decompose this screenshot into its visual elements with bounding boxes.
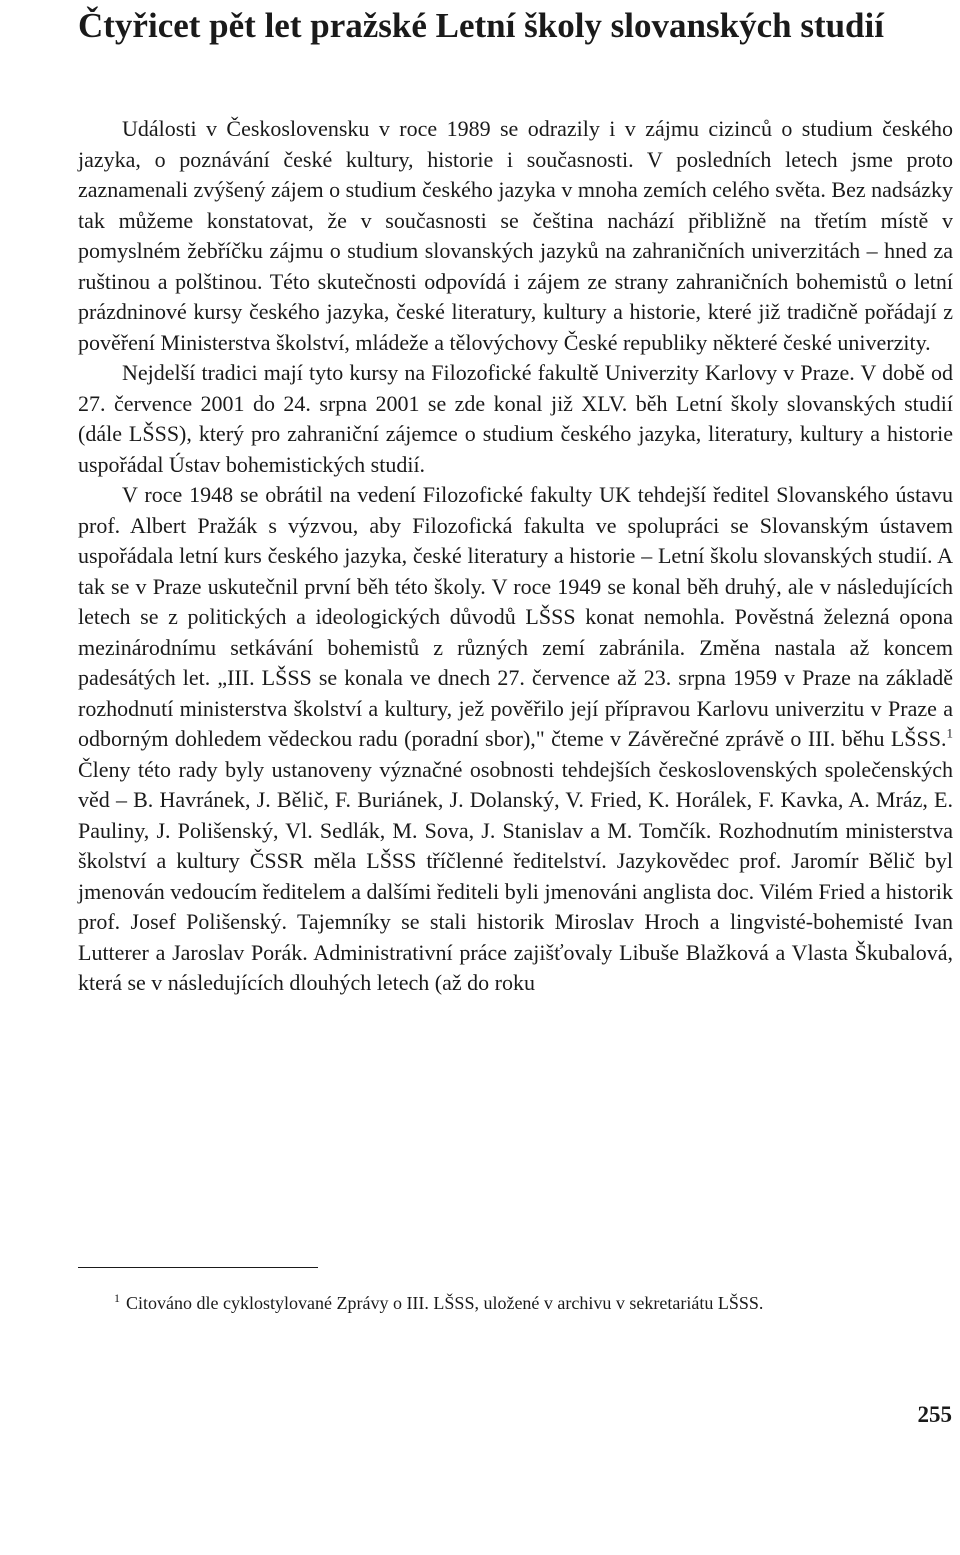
footnote-text: Citováno dle cyklostylované Zprávy o III. LŠSS, uložené v archivu v sekretariátu LŠSS. xyxy=(126,1293,764,1313)
paragraph-3-text-start: V roce 1948 se obrátil na vedení Filozofické fakulty UK tehdejší ředitel Slovanského ústavu prof. Albert Pražák s výzvou, aby Filozofická fakulta ve spolupráci se Slovanským ústavem uspořádala letní kurs českého jazyka, české literatury a historie – Letní školu slovanských studií. A tak se v Praze uskutečnil první běh této školy. V roce 1949 se konal běh druhý, ale v následujících letech se z politických a ideologických důvodů LŠSS konat nemohla. Pověstná železná opona mezinárodnímu setkávání bohemistů z různých zemí zabránila. Změna nastala až koncem padesátých let. „III. LŠSS se konala ve dnech 27. července až 23. srpna 1959 v Praze na základě rozhodnutí ministerstva školství a kultury, jež pověřilo její přípravou Karlovu univerzitu v Praze a odborným dohledem vědeckou radu (poradní sbor)," čteme v Závěrečné zprávě o III. běhu LŠSS. xyxy=(78,482,953,751)
footnote-divider xyxy=(78,1267,318,1268)
paragraph-3-text-end: Členy této rady byly ustanoveny význačné osobnosti tehdejších československých společenských věd – B. Havránek, J. Bělič, F. Buriánek, J. Dolanský, V. Fried, K. Horálek, F. Kavka, A. Mráz, E. Pauliny, J. Polišenský, Vl. Sedlák, M. Sova, J. Stanislav a M. Tomčík. Rozhodnutím ministerstva školství a kultury ČSSR měla LŠSS tříčlenné ředitelství. Jazykovědec prof. Jaromír Bělič byl jmenován vedoucím ředitelem a dalšími řediteli byli jmenováni anglista doc. Vilém Fried a historik prof. Josef Polišenský. Tajemníky se stali historik Miroslav Hroch a lingvisté-bohemisté Ivan Lutterer a Jaroslav Porák. Administrativní práce zajišťovaly Libuše Blažková a Vlasta Škubalová, která se v následujících dlouhých letech (až do roku xyxy=(78,756,953,995)
article-title: Čtyřicet pět let pražské Letní školy slovanských studií xyxy=(78,6,884,45)
page-number: 255 xyxy=(917,1402,952,1427)
article-body xyxy=(78,114,953,999)
paragraph-1: Události v Československu v roce 1989 se odrazily i v zájmu cizinců o studium českého jazyka, o poznávání české kultury, historie i současnosti. V posledních letech jsme proto zaznamenali zvýšený zájem o studium českého jazyka v mnoha zemích celého světa. Bez nadsázky tak můžeme konstatovat, že v současnosti se čeština nachází přibližně na třetím místě v pomyslném žebříčku zájmu o studium slovanských jazyků na zahraničních univerzitách – hned za ruštinou a polštinou. Této skutečnosti odpovídá i zájem ze strany zahraničních bohemistů o letní prázdninové kursy českého jazyka, české literatury, kultury a historie, které již tradičně pořádají z pověření Ministerstva školství, mládeže a tělovýchovy České republiky některé české univerzity. xyxy=(78,116,953,355)
footnote xyxy=(78,1289,953,1318)
footnote-reference[interactable]: 1 xyxy=(946,725,953,741)
paragraph-2: Nejdelší tradici mají tyto kursy na Filozofické fakultě Univerzity Karlovy v Praze. V době od 27. července 2001 do 24. srpna 2001 se zde konal již XLV. běh Letní školy slovanských studií (dále LŠSS), který pro zahraniční zájemce o studium českého jazyka, literatury, kultury a historie uspořádal Ústav bohemistických studií. xyxy=(78,360,953,477)
footnote-number: 1 xyxy=(114,1291,120,1305)
paragraph-3 xyxy=(78,480,953,999)
